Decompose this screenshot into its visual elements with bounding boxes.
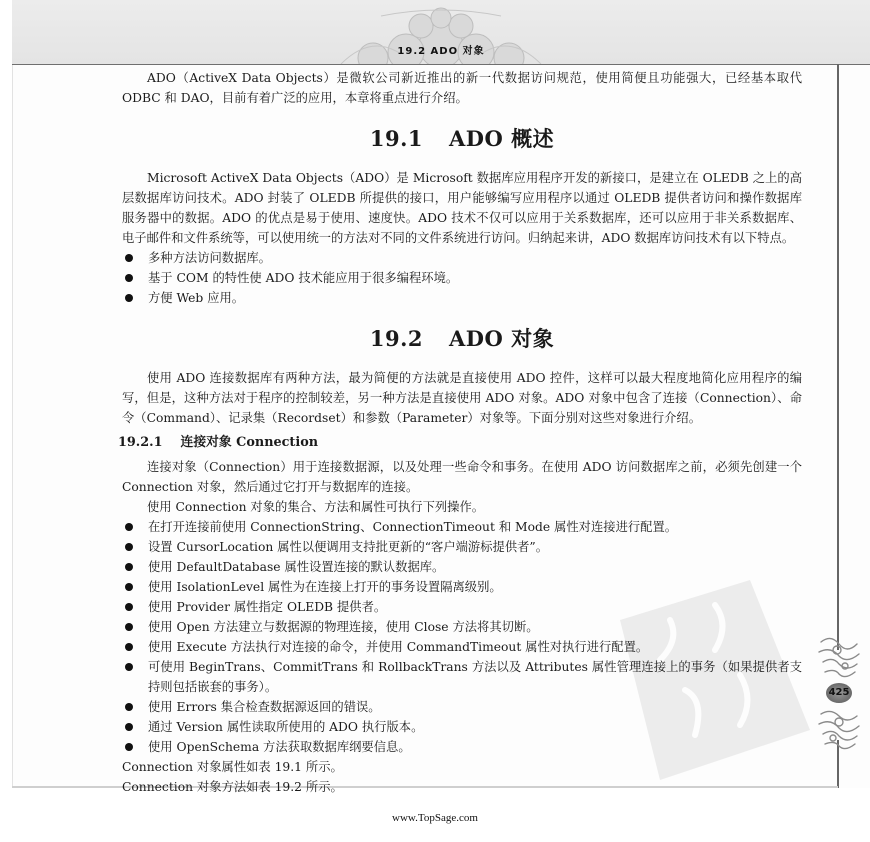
list-item-text: 使用 Provider 属性指定 OLEDB 提供者。 — [148, 600, 387, 614]
bullet-icon — [125, 703, 133, 711]
connection-operations-list — [122, 517, 802, 757]
bullet-icon — [125, 274, 133, 282]
page-number: 425 — [826, 683, 852, 703]
section-title: ADO 概述 — [449, 126, 555, 151]
list-item — [122, 557, 802, 577]
page-content — [118, 68, 802, 797]
bullet-icon — [125, 603, 133, 611]
section-heading-19-2 — [122, 325, 802, 353]
section-title: ADO 对象 — [449, 326, 555, 351]
list-item — [122, 597, 802, 617]
dragon-ornament-icon — [815, 706, 863, 754]
list-item — [122, 637, 802, 657]
table-reference-1: Connection 对象属性如表 19.1 所示。 — [122, 760, 343, 774]
table-reference-2: Connection 对象方法如表 19.2 所示。 — [122, 780, 343, 794]
bullet-icon — [125, 523, 133, 531]
list-item-text: 多种方法访问数据库。 — [148, 251, 271, 265]
list-item-text: 使用 DefaultDatabase 属性设置连接的默认数据库。 — [148, 560, 445, 574]
intro-paragraph: ADO（ActiveX Data Objects）是微软公司新近推出的新一代数据访问规范，使用简便且功能强大，已经基本取代 ODBC 和 DAO，目前有着广泛的应用，本章将重点进行介绍。 — [122, 71, 802, 105]
list-item — [122, 268, 802, 288]
bullet-icon — [125, 543, 133, 551]
page-header — [12, 0, 870, 65]
bullet-icon — [125, 254, 133, 262]
list-item — [122, 517, 802, 537]
list-item — [122, 248, 802, 268]
list-item-text: 通过 Version 属性读取所使用的 ADO 执行版本。 — [148, 720, 424, 734]
section-number: 19.2 — [369, 326, 424, 351]
section-number: 19.1 — [369, 126, 424, 151]
list-item — [122, 288, 802, 308]
dragon-ornament-icon — [815, 632, 863, 680]
section-heading-19-1 — [122, 125, 802, 153]
footer-site: www.TopSage.com — [392, 812, 478, 824]
list-item — [122, 617, 802, 637]
feature-list — [122, 248, 802, 308]
list-item-text: 使用 IsolationLevel 属性为在连接上打开的事务设置隔离级别。 — [148, 580, 502, 594]
connection-operations-intro: 使用 Connection 对象的集合、方法和属性可执行下列操作。 — [147, 500, 485, 514]
bullet-icon — [125, 294, 133, 302]
margin-rule — [837, 64, 839, 650]
subsection-number: 19.2.1 — [118, 435, 163, 450]
bullet-icon — [125, 663, 133, 671]
running-head: 19.2 ADO 对象 — [397, 46, 485, 57]
list-item-text: 方便 Web 应用。 — [148, 291, 245, 305]
list-item — [122, 717, 802, 737]
bullet-icon — [125, 743, 133, 751]
list-item — [122, 657, 802, 697]
list-item-text: 设置 CursorLocation 属性以便调用支持批更新的“客户端游标提供者”。 — [148, 540, 549, 554]
list-item-text: 可使用 BeginTrans、CommitTrans 和 RollbackTrans 方法以及 Attributes 属性管理连接上的事务（如果提供者支持则包括嵌套的事务）。 — [148, 660, 802, 694]
list-item-text: 使用 Errors 集合检查数据源返回的错误。 — [148, 700, 381, 714]
list-item — [122, 697, 802, 717]
subsection-heading-19-2-1 — [118, 433, 802, 453]
bullet-icon — [125, 563, 133, 571]
list-item-text: 使用 Execute 方法执行对连接的命令，并使用 CommandTimeout 属性对执行进行配置。 — [148, 640, 649, 654]
bullet-icon — [125, 583, 133, 591]
list-item — [122, 577, 802, 597]
bullet-icon — [125, 723, 133, 731]
list-item-text: 在打开连接前使用 ConnectionString、ConnectionTimeout 和 Mode 属性对连接进行配置。 — [148, 520, 678, 534]
subsection-title: 连接对象 Connection — [180, 435, 319, 450]
ado-objects-paragraph: 使用 ADO 连接数据库有两种方法，最为简便的方法就是直接使用 ADO 控件，这样可以最大程度地简化应用程序的编写，但是，这种方法对于程序的控制较差，另一种方法是直接使用 ADO 对象。ADO 对象中包含了连接（Connection）、命令（Command）、记录集（Recordset）和参数（Parameter）对象等。下面分别对这些对象进行介绍。 — [122, 371, 802, 425]
bullet-icon — [125, 643, 133, 651]
list-item — [122, 537, 802, 557]
list-item-text: 使用 OpenSchema 方法获取数据库纲要信息。 — [148, 740, 411, 754]
bullet-icon — [125, 623, 133, 631]
connection-paragraph: 连接对象（Connection）用于连接数据源，以及处理一些命令和事务。在使用 ADO 访问数据库之前，必须先创建一个 Connection 对象，然后通过它打开与数据库的连接。 — [122, 460, 802, 494]
list-item — [122, 737, 802, 757]
list-item-text: 基于 COM 的特性使 ADO 技术能应用于很多编程环境。 — [148, 271, 459, 285]
overview-paragraph: Microsoft ActiveX Data Objects（ADO）是 Microsoft 数据库应用程序开发的新接口，是建立在 OLEDB 之上的高层数据库访问技术。ADO 封装了 OLEDB 所提供的接口，用户能够编写应用程序以通过 OLEDB 提供者访问和操作数据库服务器中的数据。ADO 的优点是易于使用、速度快。ADO 技术不仅可以应用于关系数据库，还可以应用于非关系数据库、电子邮件和文件系统等，可以使用统一的方法对不同的文件系统进行访问。归纳起来讲，ADO 数据库访问技术有以下特点。 — [122, 171, 802, 245]
list-item-text: 使用 Open 方法建立与数据源的物理连接，使用 Close 方法将其切断。 — [148, 620, 539, 634]
